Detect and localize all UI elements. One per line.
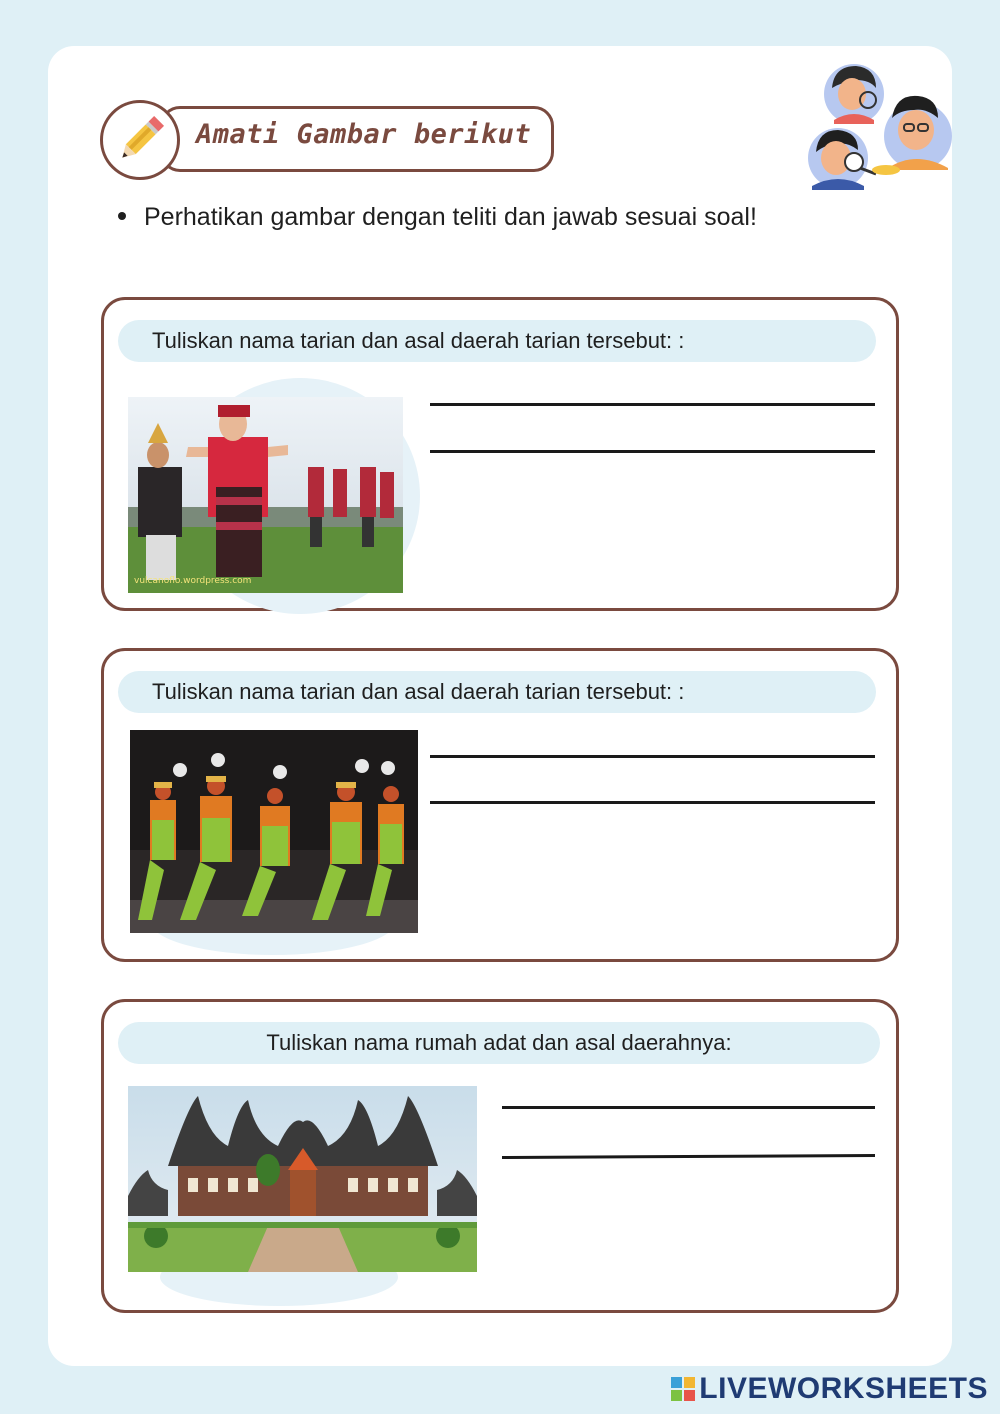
tortor-dance-image [128,397,403,593]
piring-dance-image [130,730,418,933]
question-prompt: Tuliskan nama tarian dan asal daerah tarian tersebut: : [118,320,876,362]
people-with-magnifier-illustration [804,58,952,194]
photo-watermark: vulcanoflo.wordpress.com [134,576,252,586]
rumah-gadang-image [128,1086,477,1272]
instruction-text: Perhatikan gambar dengan teliti dan jawab sesuai soal! [144,203,757,231]
answer-line[interactable] [430,450,875,453]
page-title: Amati Gambar berikut [196,119,532,150]
question-card-1 [101,297,899,611]
liveworksheets-brand[interactable] [671,1372,988,1406]
answer-line[interactable] [430,755,875,758]
question-card-3 [101,999,899,1313]
question-card-2 [101,648,899,962]
piring-dance-photo [130,730,418,933]
pencil-icon [103,103,177,177]
title-icon-circle [100,100,180,180]
answer-line[interactable] [430,403,875,406]
rumah-gadang-photo [128,1086,477,1272]
title-banner [100,100,560,180]
answer-line[interactable] [430,801,875,804]
answer-line[interactable] [502,1106,875,1109]
question-prompt: Tuliskan nama rumah adat dan asal daerahnya: [118,1022,880,1064]
bullet-dot [118,212,126,220]
question-prompt: Tuliskan nama tarian dan asal daerah tarian tersebut: : [118,671,876,713]
brand-name: LIVEWORKSHEETS [699,1372,988,1405]
answer-line[interactable] [502,1154,875,1159]
tortor-dance-photo [128,397,403,593]
liveworksheets-logo-icon [671,1377,695,1401]
instruction [118,203,757,232]
